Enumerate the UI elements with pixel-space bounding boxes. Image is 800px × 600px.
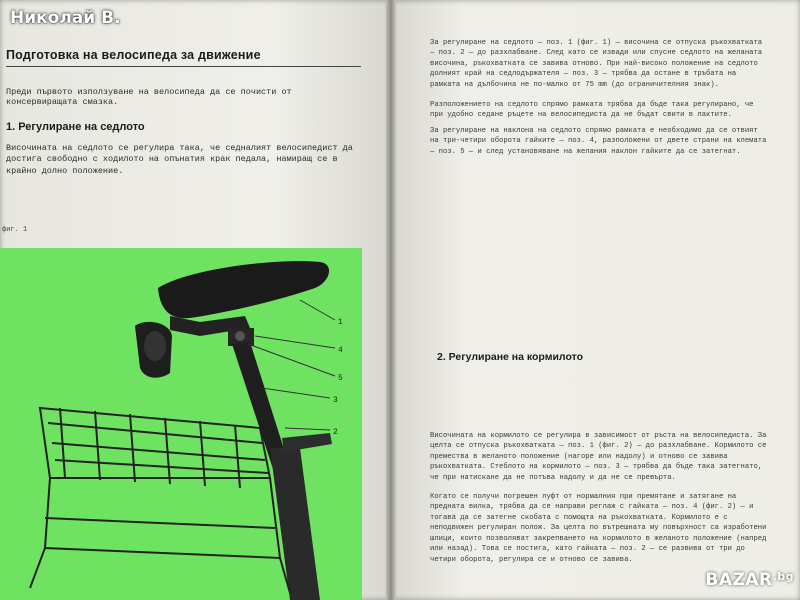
saddle-illustration xyxy=(0,248,362,600)
book-spine xyxy=(386,0,396,600)
bazar-logo: $BAZAR^{.bg}$ xyxy=(705,570,794,590)
handlebar-adjust-paragraph: Когато се получи погрешен луфт от нормалния при премятане и затягане на предната вилка, трябва да се направи реглаж с гайката — поз. 4 (фиг. 2) — и тогава да се затегне скобата с помощта на ръкохватката. Кормилото е с неподвижен регулиран полож. За целта по вътрешната му повърхност са изработени шлици, които позволяват закрепването на кормилото в желаното положение (напред или назад). Това се постига, като гайката — поз. 2 — се развива от три до четири оборота, регулира се и отново се завива. xyxy=(430,493,767,564)
seat-position-paragraph: Разположението на седлото спрямо рамката трябва да бъде така регулирано, че при удобно седане ръцете на велосипедиста да не бъдат свити в лактите. xyxy=(430,101,754,120)
bicycle-saddle-photo xyxy=(0,248,362,600)
saddle-shape xyxy=(158,261,329,318)
clamp-nut xyxy=(235,331,245,341)
callout-5: 5 xyxy=(338,374,343,383)
intro-paragraph: Преди първото използуване на велосипеда да се почисти от консервиращата смазка. xyxy=(6,87,292,107)
callout-3: 3 xyxy=(333,396,338,405)
seat-tilt-paragraph: За регулиране на наклона на седлото спрямо рамката е необходимо да се отвият на три-четири оборота гайките — поз. 4, разположени от двете страни на клемата — поз. 5 — и след установяване на желания наклон гайките да се затегнат. xyxy=(430,127,767,156)
watermark-username: Николай В. xyxy=(10,8,121,28)
page-heading: Подготовка на велосипеда за движение xyxy=(6,48,261,62)
section-title-saddle: 1. Регулиране на седлото xyxy=(6,121,145,133)
lamp-lens xyxy=(144,331,166,361)
callout-1: 1 xyxy=(338,318,343,327)
callout-4: 4 xyxy=(338,346,343,355)
frame-lug xyxy=(282,433,332,452)
callout-2: 2 xyxy=(333,428,338,437)
basket-wires xyxy=(30,408,290,593)
handlebar-height-paragraph: Височината на кормилото се регулира в зависимост от ръста на велосипедиста. За целта се отпуска ръкохватката — поз. 1 (фиг. 2) — до разхлабване. Кормилото се премества в желаното положение (нагоре или надолу) и отново се завива ръкохватката. Стеблото на кормилото — поз. 3 — трябва да бъде така затегнато, че при натискане да не потъва надолу и да не се превърта. xyxy=(430,432,767,482)
seat-height-paragraph: За регулиране на седлото — поз. 1 (фиг. 1) — височина се отпуска ръкохватката — поз. 2 — до разхлабване. След като се извади или спусне седлото на желаната височина, ръкохватката се завива отново. При най-високо положение на седлото долният край на седлодържателя — поз. 3 — трябва да остане в тръбата на рамката на дълбочина не по-малко от 75 mm (до ограничителния знак). xyxy=(430,39,763,89)
section-title-handlebar: 2. Регулиране на кормилото xyxy=(437,351,584,363)
figure-label: фиг. 1 xyxy=(2,226,28,234)
frame-tube xyxy=(270,448,320,600)
heading-underline xyxy=(6,66,361,67)
saddle-paragraph: Височината на седлото се регулира така, че седналият велосипедист да достига свободно с ходилото на опънатия крак педала, намиращ се в крайно долно положение. xyxy=(6,143,353,176)
